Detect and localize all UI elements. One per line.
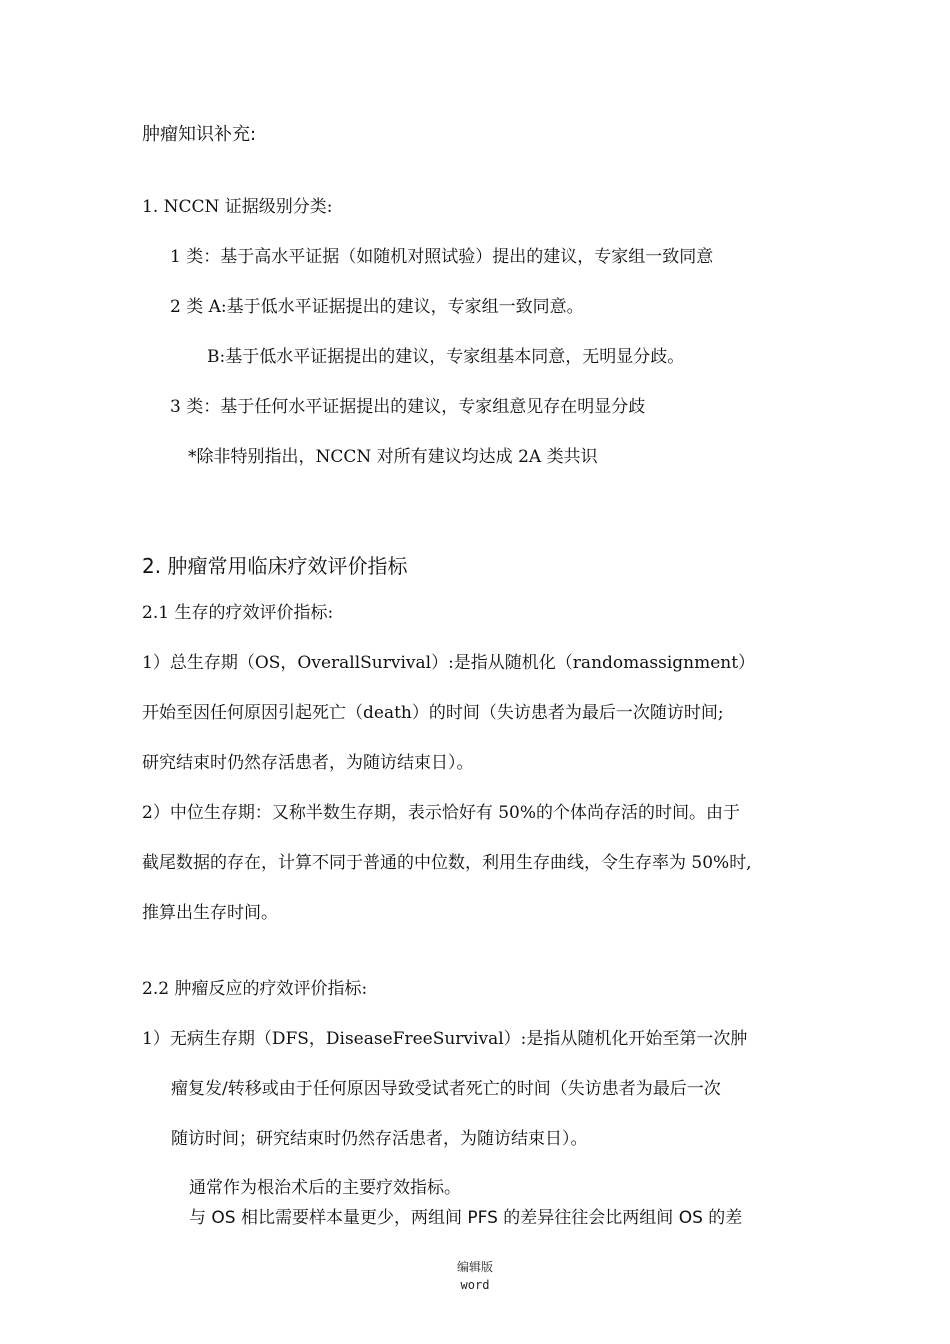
footer-word: word [460,1278,490,1292]
evidence-category-2a: 2 类 A:基于低水平证据提出的建议，专家组一致同意。 [170,297,584,317]
dfs-note-line: 与 OS 相比需要样本量更少，两组间 PFS 的差异往往会比两组间 OS 的差 [189,1208,743,1228]
os-definition-line: 研究结束时仍然存活患者，为随访结束日）。 [142,753,474,773]
section1-heading: 1. NCCN 证据级别分类: [142,197,333,217]
os-definition-line: 1）总生存期（OS，OverallSurvival）:是指从随机化（randomassignment） [142,653,756,673]
document-title: 肿瘤知识补充: [142,124,257,145]
evidence-note: *除非特别指出，NCCN 对所有建议均达成 2A 类共识 [188,447,598,467]
footer-label: 编辑版 [456,1260,493,1274]
evidence-category-2b: B:基于低水平证据提出的建议，专家组基本同意，无明显分歧。 [207,347,685,367]
os-definition-line: 开始至因任何原因引起死亡（death）的时间（失访患者为最后一次随访时间; [142,703,724,723]
section2-heading: 2. 肿瘤常用临床疗效评价指标 [142,554,408,578]
dfs-note-line: 通常作为根治术后的主要疗效指标。 [189,1178,461,1198]
dfs-definition-line: 瘤复发/转移或由于任何原因导致受试者死亡的时间（失访患者为最后一次 [171,1079,721,1099]
median-survival-line: 推算出生存时间。 [142,903,278,923]
subsection-2-2-heading: 2.2 肿瘤反应的疗效评价指标: [142,979,368,999]
evidence-category-3: 3 类：基于任何水平证据提出的建议，专家组意见存在明显分歧 [170,397,646,417]
dfs-definition-line: 随访时间；研究结束时仍然存活患者，为随访结束日）。 [171,1129,588,1149]
dfs-definition-line: 1）无病生存期（DFS，DiseaseFreeSurvival）:是指从随机化开始至第一次肿 [142,1029,748,1049]
evidence-category-1: 1 类：基于高水平证据（如随机对照试验）提出的建议，专家组一致同意 [170,247,714,267]
median-survival-line: 截尾数据的存在，计算不同于普通的中位数，利用生存曲线，令生存率为 50%时, [142,853,752,873]
subsection-2-1-heading: 2.1 生存的疗效评价指标: [142,603,334,623]
median-survival-line: 2）中位生存期：又称半数生存期，表示恰好有 50%的个体尚存活的时间。由于 [142,803,741,823]
